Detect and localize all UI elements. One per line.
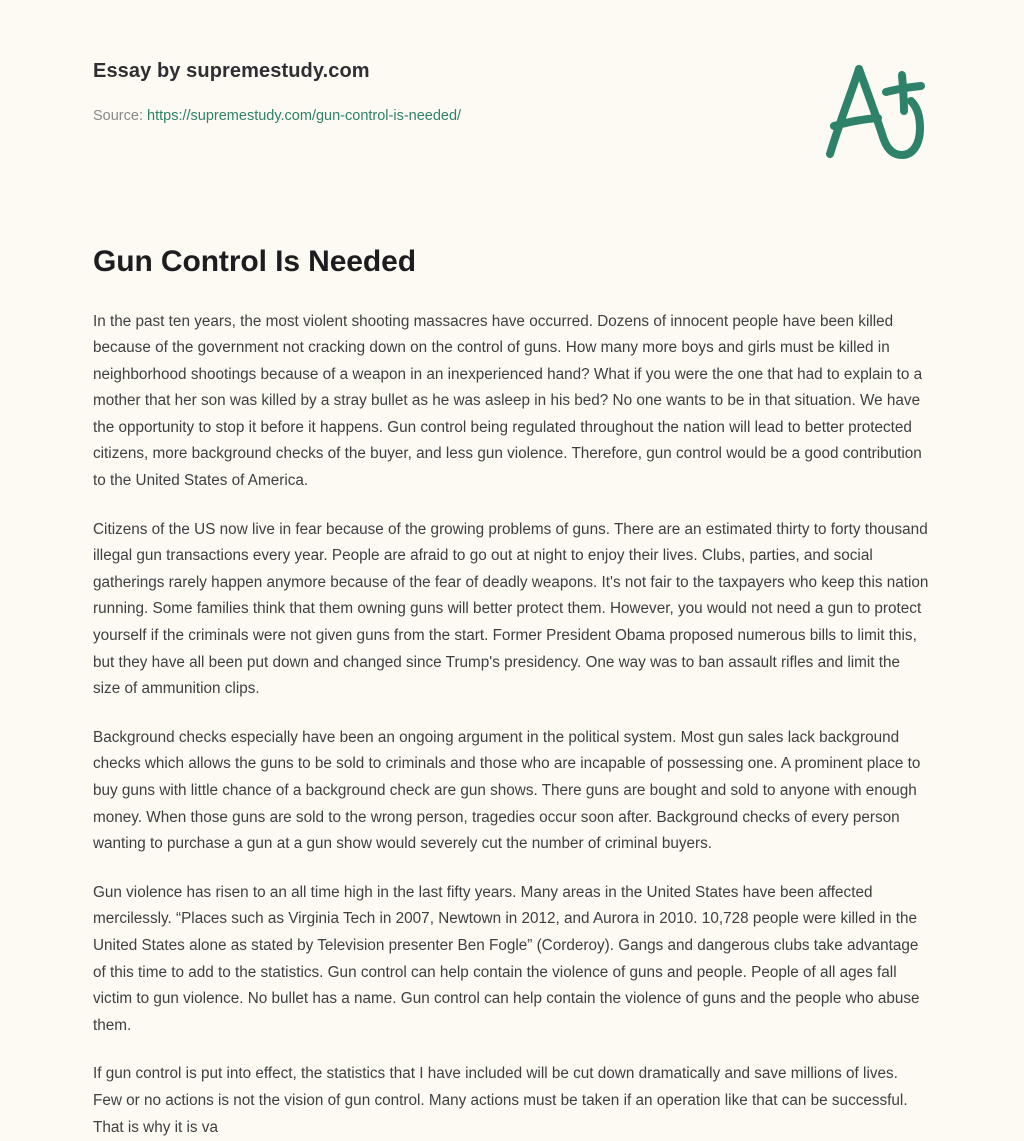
page-title: Gun Control Is Needed bbox=[93, 243, 931, 281]
paragraph: Gun violence has risen to an all time high in the last fifty years. Many areas in the United States have been affected mercilessly. “Places such as Virginia Tech in 2007, Newtown in 2012, and Aurora in 2010. 10,728 people were killed in the United States alone as stated by Television presenter Ben Fogle” (Corderoy). Gangs and dangerous clubs take advantage of this time to add to the statistics. Gun control can help contain the violence of guns and people. People of all ages fall victim to gun violence. No bullet has a name. Gun control can help contain the violence of guns and the people who abuse them. bbox=[93, 880, 931, 1040]
article bbox=[93, 243, 931, 1141]
paragraph: Citizens of the US now live in fear because of the growing problems of guns. There are an estimated thirty to forty thousand illegal gun transactions every year. People are afraid to go out at night to enjoy their lives. Clubs, parties, and social gatherings rarely happen anymore because of the fear of deadly weapons. It's not fair to the taxpayers who keep this nation running. Some families think that them owning guns will better protect them. However, you would not need a gun to protect yourself if the criminals were not given guns from the start. Former President Obama proposed numerous bills to limit this, but they have all been put down and changed since Trump's presidency. One way was to ban assault rifles and limit the size of ammunition clips. bbox=[93, 517, 931, 703]
a-plus-logo[interactable] bbox=[812, 58, 942, 166]
article-body bbox=[93, 309, 931, 1141]
source-label: Source: bbox=[93, 108, 143, 124]
essay-byline: Essay by supremestudy.com bbox=[93, 58, 461, 84]
paragraph: Background checks especially have been an ongoing argument in the political system. Most gun sales lack background checks which allows the guns to be sold to criminals and those who are incapable of possessing one. A prominent place to buy guns with little chance of a background check are gun shows. There guns are bought and sold to anyone with enough money. When those guns are sold to the wrong person, tragedies occur soon after. Background checks of every person wanting to purchase a gun at a gun show would severely cut the number of criminal buyers. bbox=[93, 725, 931, 858]
header-text-block bbox=[93, 58, 461, 126]
paragraph: In the past ten years, the most violent shooting massacres have occurred. Dozens of innocent people have been killed because of the government not cracking down on the control of guns. How many more boys and girls must be killed in neighborhood shootings because of a weapon in an inexperienced hand? What if you were the one that had to explain to a mother that her son was killed by a stray bullet as he was asleep in his bed? No one wants to be in that situation. We have the opportunity to stop it before it happens. Gun control being regulated throughout the nation will lead to better protected citizens, more background checks of the buyer, and less gun violence. Therefore, gun control would be a good contribution to the United States of America. bbox=[93, 309, 931, 495]
page-header bbox=[0, 0, 1024, 200]
source-url-link[interactable]: https://supremestudy.com/gun-control-is-needed/ bbox=[147, 108, 461, 124]
a-plus-logo-icon bbox=[812, 58, 942, 166]
paragraph: If gun control is put into effect, the statistics that I have included will be cut down dramatically and save millions of lives. Few or no actions is not the vision of gun control. Many actions must be taken if an operation like that can be successful. That is why it is va bbox=[93, 1061, 931, 1141]
source-line bbox=[93, 106, 461, 126]
